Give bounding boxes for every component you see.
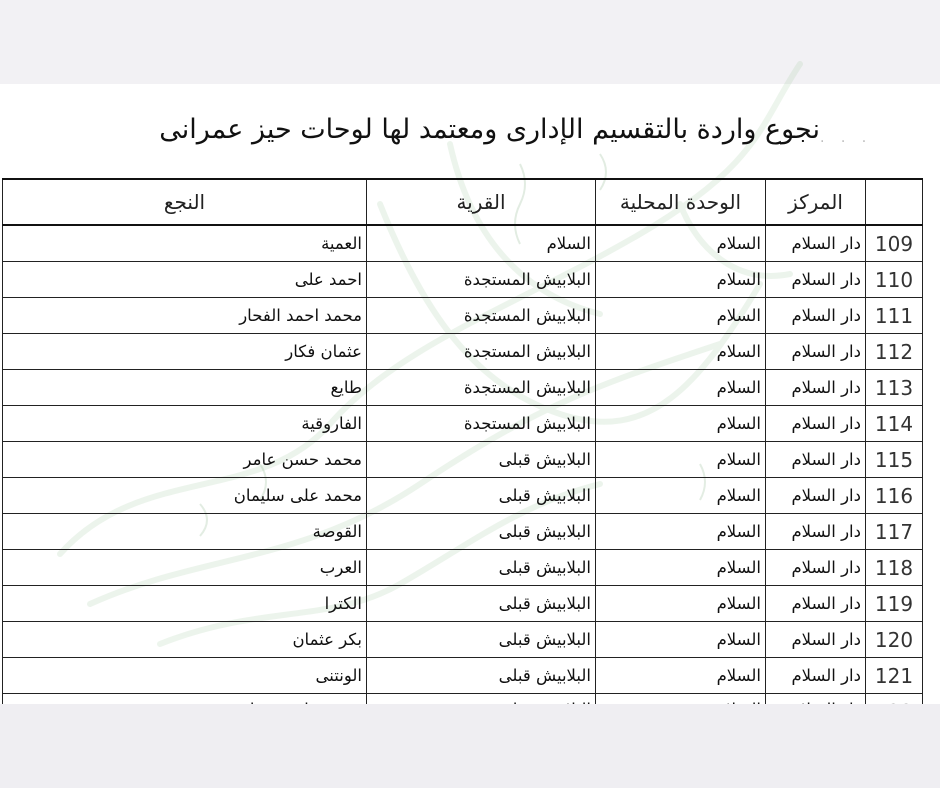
row-number: 111 — [866, 298, 923, 334]
header-village: القرية — [367, 179, 596, 225]
row-hamlet: محمد على سليمان — [3, 478, 367, 514]
header-markaz: المركز — [766, 179, 866, 225]
header-hamlet: النجع — [3, 179, 367, 225]
row-hamlet: الونتنى — [3, 658, 367, 694]
top-margin — [0, 0, 940, 84]
row-village: البلابيش قبلى — [367, 550, 596, 586]
row-markaz: دار السلام — [766, 442, 866, 478]
row-local-unit: السلام — [596, 298, 766, 334]
table-row — [3, 442, 923, 478]
row-markaz: دار السلام — [766, 370, 866, 406]
row-markaz: دار السلام — [766, 262, 866, 298]
row-village: البلابيش المستجدة — [367, 370, 596, 406]
row-local-unit: السلام — [596, 514, 766, 550]
row-hamlet: الكترا — [3, 586, 367, 622]
table-row — [3, 658, 923, 694]
row-markaz: دار السلام — [766, 550, 866, 586]
row-village: البلابيش قبلى — [367, 478, 596, 514]
row-hamlet: العمية — [3, 225, 367, 262]
row-hamlet: الفاروقية — [3, 406, 367, 442]
row-village: البلابيش قبلى — [367, 514, 596, 550]
row-number: 109 — [866, 225, 923, 262]
row-number: 113 — [866, 370, 923, 406]
table-row — [3, 370, 923, 406]
table-row — [3, 550, 923, 586]
table-row — [3, 406, 923, 442]
row-local-unit: السلام — [596, 225, 766, 262]
table-row — [3, 334, 923, 370]
row-number: 121 — [866, 658, 923, 694]
header-number — [866, 179, 923, 225]
row-markaz: دار السلام — [766, 658, 866, 694]
row-number: 118 — [866, 550, 923, 586]
row-local-unit: السلام — [596, 334, 766, 370]
row-markaz: دار السلام — [766, 478, 866, 514]
row-number: 115 — [866, 442, 923, 478]
table-row — [3, 622, 923, 658]
row-village: البلابيش قبلى — [367, 622, 596, 658]
row-local-unit: السلام — [596, 658, 766, 694]
document-page — [0, 84, 940, 704]
table-row — [3, 478, 923, 514]
row-markaz: دار السلام — [766, 225, 866, 262]
row-village: البلابيش قبلى — [367, 586, 596, 622]
table-row — [3, 514, 923, 550]
row-number: 119 — [866, 586, 923, 622]
table-row — [3, 298, 923, 334]
row-markaz: دار السلام — [766, 298, 866, 334]
row-local-unit: السلام — [596, 370, 766, 406]
row-number: 117 — [866, 514, 923, 550]
row-local-unit: السلام — [596, 586, 766, 622]
row-markaz: دار السلام — [766, 586, 866, 622]
row-number: 112 — [866, 334, 923, 370]
row-hamlet: احمد على — [3, 262, 367, 298]
row-local-unit: السلام — [596, 478, 766, 514]
table-row — [3, 586, 923, 622]
row-markaz: دار السلام — [766, 334, 866, 370]
scan-dots: . . . — [820, 130, 873, 146]
row-hamlet: طايع — [3, 370, 367, 406]
table-row — [3, 225, 923, 262]
row-number: 110 — [866, 262, 923, 298]
row-village: البلابيش المستجدة — [367, 406, 596, 442]
header-local-unit: الوحدة المحلية — [596, 179, 766, 225]
row-hamlet: بكر عثمان — [3, 622, 367, 658]
row-hamlet: عثمان فكار — [3, 334, 367, 370]
row-hamlet: القوصة — [3, 514, 367, 550]
row-local-unit: السلام — [596, 622, 766, 658]
row-village: البلابيش قبلى — [367, 658, 596, 694]
row-village: السلام — [367, 225, 596, 262]
row-village: البلابيش المستجدة — [367, 298, 596, 334]
row-number: 116 — [866, 478, 923, 514]
row-markaz: دار السلام — [766, 514, 866, 550]
row-local-unit: السلام — [596, 442, 766, 478]
row-village: البلابيش المستجدة — [367, 262, 596, 298]
table-row — [3, 262, 923, 298]
row-hamlet: محمد احمد الفحار — [3, 298, 367, 334]
row-village: البلابيش المستجدة — [367, 334, 596, 370]
row-hamlet: العرب — [3, 550, 367, 586]
bottom-margin — [0, 704, 940, 788]
row-village: البلابيش قبلى — [367, 442, 596, 478]
row-number: 114 — [866, 406, 923, 442]
villages-table — [2, 178, 923, 731]
row-local-unit: السلام — [596, 550, 766, 586]
row-hamlet: محمد حسن عامر — [3, 442, 367, 478]
table-header-row — [3, 179, 923, 225]
row-markaz: دار السلام — [766, 622, 866, 658]
document-title: نجوع واردة بالتقسيم الإدارى ومعتمد لها لوحات حيز عمرانى — [159, 114, 820, 145]
row-markaz: دار السلام — [766, 406, 866, 442]
row-local-unit: السلام — [596, 406, 766, 442]
row-local-unit: السلام — [596, 262, 766, 298]
row-number: 120 — [866, 622, 923, 658]
